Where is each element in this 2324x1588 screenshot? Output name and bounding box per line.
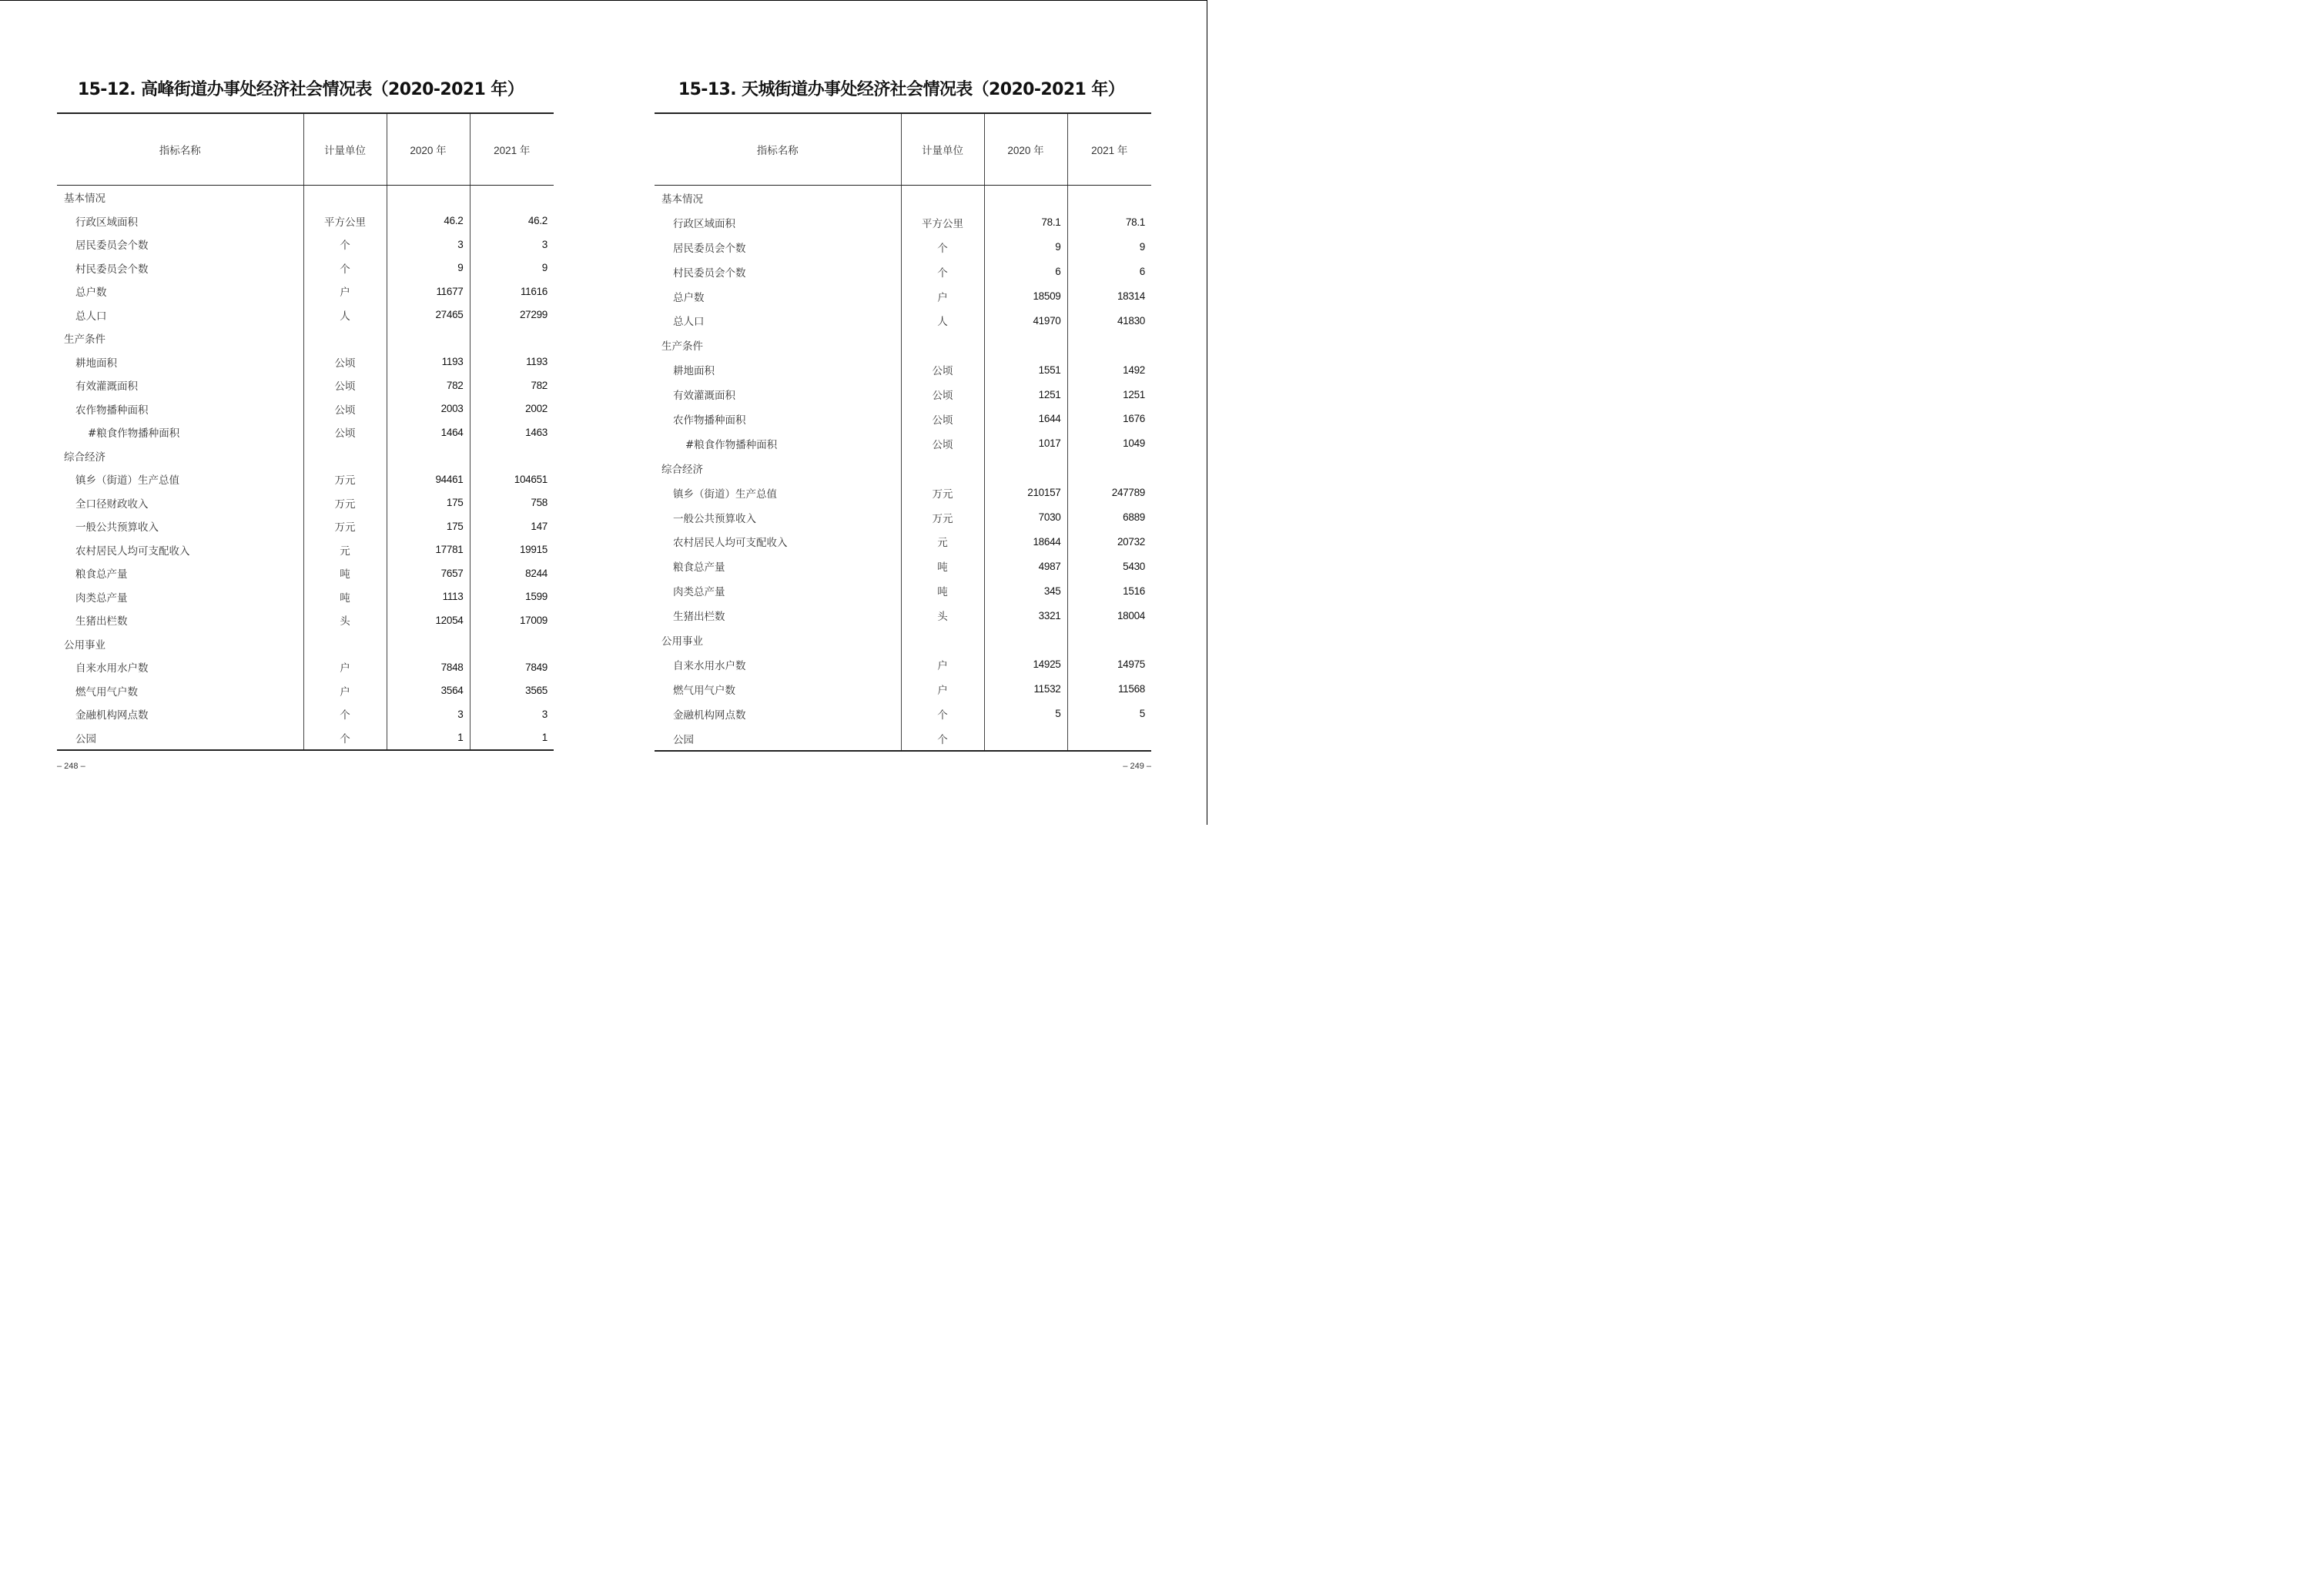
table-row <box>655 210 1151 235</box>
page-title: 15-12. 高峰街道办事处经济社会情况表（2020-2021 年） <box>77 79 524 99</box>
indicator-name-cell: 行政区域面积 <box>75 216 138 229</box>
table-row <box>57 538 554 562</box>
table-row <box>655 382 1151 407</box>
unit-cell <box>303 327 387 350</box>
value-2021-cell: 3 <box>470 702 554 726</box>
unit-cell: 公顷 <box>901 382 984 407</box>
indicator-name-cell: #粮食作物播种面积 <box>88 427 180 441</box>
value-2021-cell: 78.1 <box>1067 210 1151 235</box>
value-2020-cell: 12054 <box>387 608 470 632</box>
table-section-row <box>655 628 1151 652</box>
value-2021-cell <box>1067 628 1151 652</box>
unit-cell: 个 <box>901 260 984 284</box>
value-2020-cell: 1017 <box>984 431 1067 456</box>
table-section-row <box>655 333 1151 357</box>
table-row <box>655 529 1151 554</box>
indicator-name-cell: 总户数 <box>75 286 107 300</box>
indicator-name-cell: 公园 <box>57 726 303 751</box>
value-2020-cell: 18509 <box>984 284 1067 309</box>
indicator-name-cell: 燃气用气户数 <box>673 684 735 697</box>
indicator-name-cell: 镇乡（街道）生产总值 <box>673 487 777 501</box>
table-row <box>57 514 554 538</box>
page-title: 15-13. 天城街道办事处经济社会情况表（2020-2021 年） <box>678 79 1125 99</box>
table-row <box>655 481 1151 505</box>
unit-cell: 万元 <box>901 481 984 505</box>
indicator-name-cell: 一般公共预算收入 <box>673 512 756 525</box>
indicator-name-cell: 公用事业 <box>64 638 105 652</box>
value-2020-cell <box>984 456 1067 481</box>
table-row <box>57 209 554 233</box>
indicator-name-cell: 有效灌溉面积 <box>673 390 735 403</box>
unit-cell: 公顷 <box>901 407 984 431</box>
unit-cell <box>303 632 387 656</box>
table-row <box>57 420 554 444</box>
value-2021-cell: 1463 <box>470 420 554 444</box>
indicator-name-cell: 基本情况 <box>661 193 703 206</box>
value-2020-cell <box>387 444 470 468</box>
value-2021-cell: 17009 <box>470 608 554 632</box>
value-2020-cell: 1 <box>387 726 470 751</box>
unit-cell: 吨 <box>901 578 984 603</box>
value-2021-cell <box>1067 333 1151 357</box>
value-2021-cell: 14975 <box>1067 652 1151 677</box>
indicator-name-cell: 生产条件 <box>64 333 105 347</box>
unit-cell: 公顷 <box>303 397 387 421</box>
unit-cell <box>303 186 387 209</box>
table-row <box>655 677 1151 702</box>
table-row <box>57 233 554 256</box>
value-2021-cell: 7849 <box>470 655 554 679</box>
unit-cell: 平方公里 <box>901 210 984 235</box>
unit-cell: 个 <box>303 256 387 280</box>
indicator-name-cell: 综合经济 <box>64 451 105 464</box>
indicator-name-cell: 农村居民人均可支配收入 <box>75 544 190 558</box>
value-2021-cell: 9 <box>1067 235 1151 260</box>
unit-cell: 户 <box>901 652 984 677</box>
unit-cell <box>901 628 984 652</box>
indicator-name-cell: 生猪出栏数 <box>75 615 128 628</box>
unit-cell: 个 <box>901 235 984 260</box>
table-row <box>57 467 554 491</box>
value-2021-cell: 41830 <box>1067 308 1151 333</box>
indicator-name-cell: 农作物播种面积 <box>75 404 149 417</box>
value-2020-cell: 3 <box>387 233 470 256</box>
table-row <box>57 280 554 303</box>
value-2021-cell: 1599 <box>470 585 554 609</box>
value-2020-cell: 18644 <box>984 529 1067 554</box>
unit-cell: 个 <box>901 702 984 726</box>
table-row <box>57 655 554 679</box>
table-row <box>655 407 1151 431</box>
table-row <box>655 702 1151 726</box>
value-2021-cell: 782 <box>470 374 554 397</box>
stats-table <box>655 112 1151 752</box>
table-section-row <box>655 456 1151 481</box>
indicator-name-cell: 肉类总产量 <box>673 586 725 599</box>
unit-cell: 万元 <box>901 505 984 530</box>
table-row <box>57 397 554 421</box>
table-row <box>57 561 554 585</box>
unit-cell: 户 <box>303 280 387 303</box>
table-row <box>655 652 1151 677</box>
unit-cell: 人 <box>303 303 387 327</box>
unit-cell: 公顷 <box>901 431 984 456</box>
value-2021-cell <box>1067 456 1151 481</box>
unit-cell: 个 <box>303 702 387 726</box>
value-2020-cell: 41970 <box>984 308 1067 333</box>
table-row <box>57 350 554 374</box>
indicator-name-cell: 公用事业 <box>661 635 703 648</box>
value-2020-cell: 3321 <box>984 603 1067 628</box>
indicator-name-cell: 粮食总产量 <box>673 561 725 575</box>
value-2021-cell <box>1067 186 1151 210</box>
table-row <box>57 679 554 703</box>
unit-cell: 头 <box>303 608 387 632</box>
indicator-name-cell: 有效灌溉面积 <box>75 380 138 394</box>
header-indicator-name: 指标名称 <box>57 113 303 186</box>
value-2021-cell: 147 <box>470 514 554 538</box>
indicator-name-cell: 公园 <box>655 726 901 752</box>
value-2021-cell: 1492 <box>1067 357 1151 382</box>
value-2021-cell: 1251 <box>1067 382 1151 407</box>
indicator-name-cell: 耕地面积 <box>75 357 117 370</box>
value-2020-cell: 11677 <box>387 280 470 303</box>
unit-cell: 平方公里 <box>303 209 387 233</box>
table-row <box>655 284 1151 309</box>
table-section-row <box>57 632 554 656</box>
left-page <box>57 0 554 825</box>
value-2020-cell: 94461 <box>387 467 470 491</box>
value-2020-cell <box>984 726 1067 752</box>
table-row <box>655 235 1151 260</box>
table-row <box>655 431 1151 456</box>
unit-cell: 户 <box>901 284 984 309</box>
value-2021-cell: 6 <box>1067 260 1151 284</box>
table-row <box>57 303 554 327</box>
table-row <box>655 603 1151 628</box>
value-2020-cell: 9 <box>984 235 1067 260</box>
value-2020-cell <box>984 628 1067 652</box>
value-2020-cell: 17781 <box>387 538 470 562</box>
table-header-row <box>57 113 554 186</box>
unit-cell: 户 <box>901 677 984 702</box>
value-2021-cell: 1 <box>470 726 554 751</box>
value-2020-cell: 3564 <box>387 679 470 703</box>
indicator-name-cell: 总人口 <box>75 310 107 323</box>
indicator-name-cell: 总户数 <box>673 291 705 304</box>
value-2020-cell <box>984 333 1067 357</box>
indicator-name-cell: 居民委员会个数 <box>673 242 746 255</box>
value-2020-cell: 5 <box>984 702 1067 726</box>
unit-cell: 吨 <box>303 585 387 609</box>
header-unit: 计量单位 <box>303 113 387 186</box>
indicator-name-cell: 总人口 <box>673 316 705 329</box>
value-2021-cell <box>470 327 554 350</box>
indicator-name-cell: 农作物播种面积 <box>673 414 746 427</box>
value-2021-cell: 18004 <box>1067 603 1151 628</box>
value-2021-cell: 1193 <box>470 350 554 374</box>
value-2021-cell <box>470 632 554 656</box>
unit-cell: 万元 <box>303 514 387 538</box>
indicator-name-cell: 生产条件 <box>661 340 703 353</box>
indicator-name-cell: 基本情况 <box>64 193 105 206</box>
value-2020-cell: 1193 <box>387 350 470 374</box>
header-indicator-name: 指标名称 <box>655 113 901 186</box>
value-2021-cell: 6889 <box>1067 505 1151 530</box>
table-row <box>655 505 1151 530</box>
table-row <box>57 726 554 751</box>
header-unit: 计量单位 <box>901 113 984 186</box>
indicator-name-cell: 肉类总产量 <box>75 591 128 605</box>
unit-cell: 元 <box>303 538 387 562</box>
indicator-name-cell: 自来水用水户数 <box>75 662 149 675</box>
value-2020-cell: 14925 <box>984 652 1067 677</box>
indicator-name-cell: 一般公共预算收入 <box>75 521 159 534</box>
unit-cell: 吨 <box>901 554 984 578</box>
table-row <box>57 374 554 397</box>
value-2020-cell <box>387 186 470 209</box>
table-row <box>655 357 1151 382</box>
right-page <box>655 0 1151 825</box>
value-2021-cell: 3 <box>470 233 554 256</box>
unit-cell <box>901 186 984 210</box>
header-year-2021: 2021 年 <box>1067 113 1151 186</box>
indicator-name-cell: 全口径财政收入 <box>75 498 149 511</box>
value-2020-cell: 1113 <box>387 585 470 609</box>
value-2020-cell: 210157 <box>984 481 1067 505</box>
table-row <box>655 308 1151 333</box>
stats-table <box>57 112 554 751</box>
unit-cell: 公顷 <box>303 350 387 374</box>
value-2020-cell: 1551 <box>984 357 1067 382</box>
unit-cell: 公顷 <box>303 420 387 444</box>
value-2020-cell: 1464 <box>387 420 470 444</box>
indicator-name-cell: 村民委员会个数 <box>673 266 746 280</box>
value-2020-cell: 345 <box>984 578 1067 603</box>
unit-cell: 公顷 <box>901 357 984 382</box>
table-row <box>57 491 554 515</box>
table-row <box>57 702 554 726</box>
header-year-2020: 2020 年 <box>387 113 470 186</box>
value-2020-cell <box>387 327 470 350</box>
value-2020-cell: 46.2 <box>387 209 470 233</box>
header-year-2021: 2021 年 <box>470 113 554 186</box>
indicator-name-cell: 农村居民人均可支配收入 <box>673 537 788 550</box>
value-2020-cell <box>984 186 1067 210</box>
indicator-name-cell: 燃气用气户数 <box>75 685 138 699</box>
table-row <box>655 578 1151 603</box>
value-2020-cell: 3 <box>387 702 470 726</box>
unit-cell: 公顷 <box>303 374 387 397</box>
unit-cell: 万元 <box>303 491 387 515</box>
value-2020-cell: 27465 <box>387 303 470 327</box>
indicator-name-cell: 行政区域面积 <box>673 217 735 230</box>
unit-cell: 户 <box>303 679 387 703</box>
unit-cell: 元 <box>901 529 984 554</box>
table-body <box>655 186 1151 752</box>
value-2021-cell: 20732 <box>1067 529 1151 554</box>
unit-cell: 头 <box>901 603 984 628</box>
value-2021-cell: 27299 <box>470 303 554 327</box>
value-2021-cell: 5 <box>1067 702 1151 726</box>
table-header-row <box>655 113 1151 186</box>
value-2020-cell: 7657 <box>387 561 470 585</box>
table-row <box>57 608 554 632</box>
indicator-name-cell: 金融机构网点数 <box>673 709 746 722</box>
indicator-name-cell: 金融机构网点数 <box>75 709 149 722</box>
indicator-name-cell: 综合经济 <box>661 463 703 476</box>
page-number: – 249 – <box>1123 762 1151 771</box>
unit-cell <box>303 444 387 468</box>
value-2021-cell: 3565 <box>470 679 554 703</box>
table-section-row <box>57 186 554 209</box>
value-2021-cell: 11616 <box>470 280 554 303</box>
value-2021-cell: 1516 <box>1067 578 1151 603</box>
table-row <box>655 260 1151 284</box>
value-2021-cell: 2002 <box>470 397 554 421</box>
value-2020-cell <box>387 632 470 656</box>
unit-cell: 个 <box>303 726 387 751</box>
value-2021-cell: 9 <box>470 256 554 280</box>
value-2021-cell: 19915 <box>470 538 554 562</box>
unit-cell: 人 <box>901 308 984 333</box>
indicator-name-cell: #粮食作物播种面积 <box>685 438 778 451</box>
unit-cell: 户 <box>303 655 387 679</box>
indicator-name-cell: 村民委员会个数 <box>75 263 149 276</box>
unit-cell <box>901 333 984 357</box>
value-2021-cell: 11568 <box>1067 677 1151 702</box>
value-2020-cell: 2003 <box>387 397 470 421</box>
table-section-row <box>57 444 554 468</box>
value-2021-cell: 104651 <box>470 467 554 491</box>
value-2020-cell: 175 <box>387 491 470 515</box>
value-2020-cell: 7848 <box>387 655 470 679</box>
value-2020-cell: 7030 <box>984 505 1067 530</box>
indicator-name-cell: 自来水用水户数 <box>673 659 746 672</box>
value-2021-cell: 758 <box>470 491 554 515</box>
value-2020-cell: 782 <box>387 374 470 397</box>
value-2020-cell: 1251 <box>984 382 1067 407</box>
value-2020-cell: 9 <box>387 256 470 280</box>
unit-cell: 个 <box>303 233 387 256</box>
unit-cell: 个 <box>901 726 984 752</box>
value-2021-cell <box>470 186 554 209</box>
table-row <box>57 256 554 280</box>
value-2021-cell: 1676 <box>1067 407 1151 431</box>
value-2020-cell: 1644 <box>984 407 1067 431</box>
table-row <box>57 585 554 609</box>
value-2021-cell: 1049 <box>1067 431 1151 456</box>
indicator-name-cell: 镇乡（街道）生产总值 <box>75 474 179 487</box>
value-2021-cell <box>470 444 554 468</box>
indicator-name-cell: 粮食总产量 <box>75 568 128 581</box>
table-row <box>655 554 1151 578</box>
page-number: – 248 – <box>57 762 85 771</box>
table-row <box>655 726 1151 752</box>
indicator-name-cell: 生猪出栏数 <box>673 611 725 624</box>
value-2021-cell: 8244 <box>470 561 554 585</box>
value-2021-cell: 18314 <box>1067 284 1151 309</box>
table-section-row <box>655 186 1151 210</box>
value-2021-cell: 46.2 <box>470 209 554 233</box>
value-2021-cell: 5430 <box>1067 554 1151 578</box>
table-section-row <box>57 327 554 350</box>
indicator-name-cell: 耕地面积 <box>673 365 715 378</box>
table-body <box>57 186 554 751</box>
indicator-name-cell: 居民委员会个数 <box>75 240 149 253</box>
value-2020-cell: 11532 <box>984 677 1067 702</box>
header-year-2020: 2020 年 <box>984 113 1067 186</box>
value-2021-cell: 247789 <box>1067 481 1151 505</box>
value-2020-cell: 78.1 <box>984 210 1067 235</box>
value-2021-cell <box>1067 726 1151 752</box>
value-2020-cell: 4987 <box>984 554 1067 578</box>
value-2020-cell: 6 <box>984 260 1067 284</box>
value-2020-cell: 175 <box>387 514 470 538</box>
unit-cell: 万元 <box>303 467 387 491</box>
unit-cell <box>901 456 984 481</box>
unit-cell: 吨 <box>303 561 387 585</box>
